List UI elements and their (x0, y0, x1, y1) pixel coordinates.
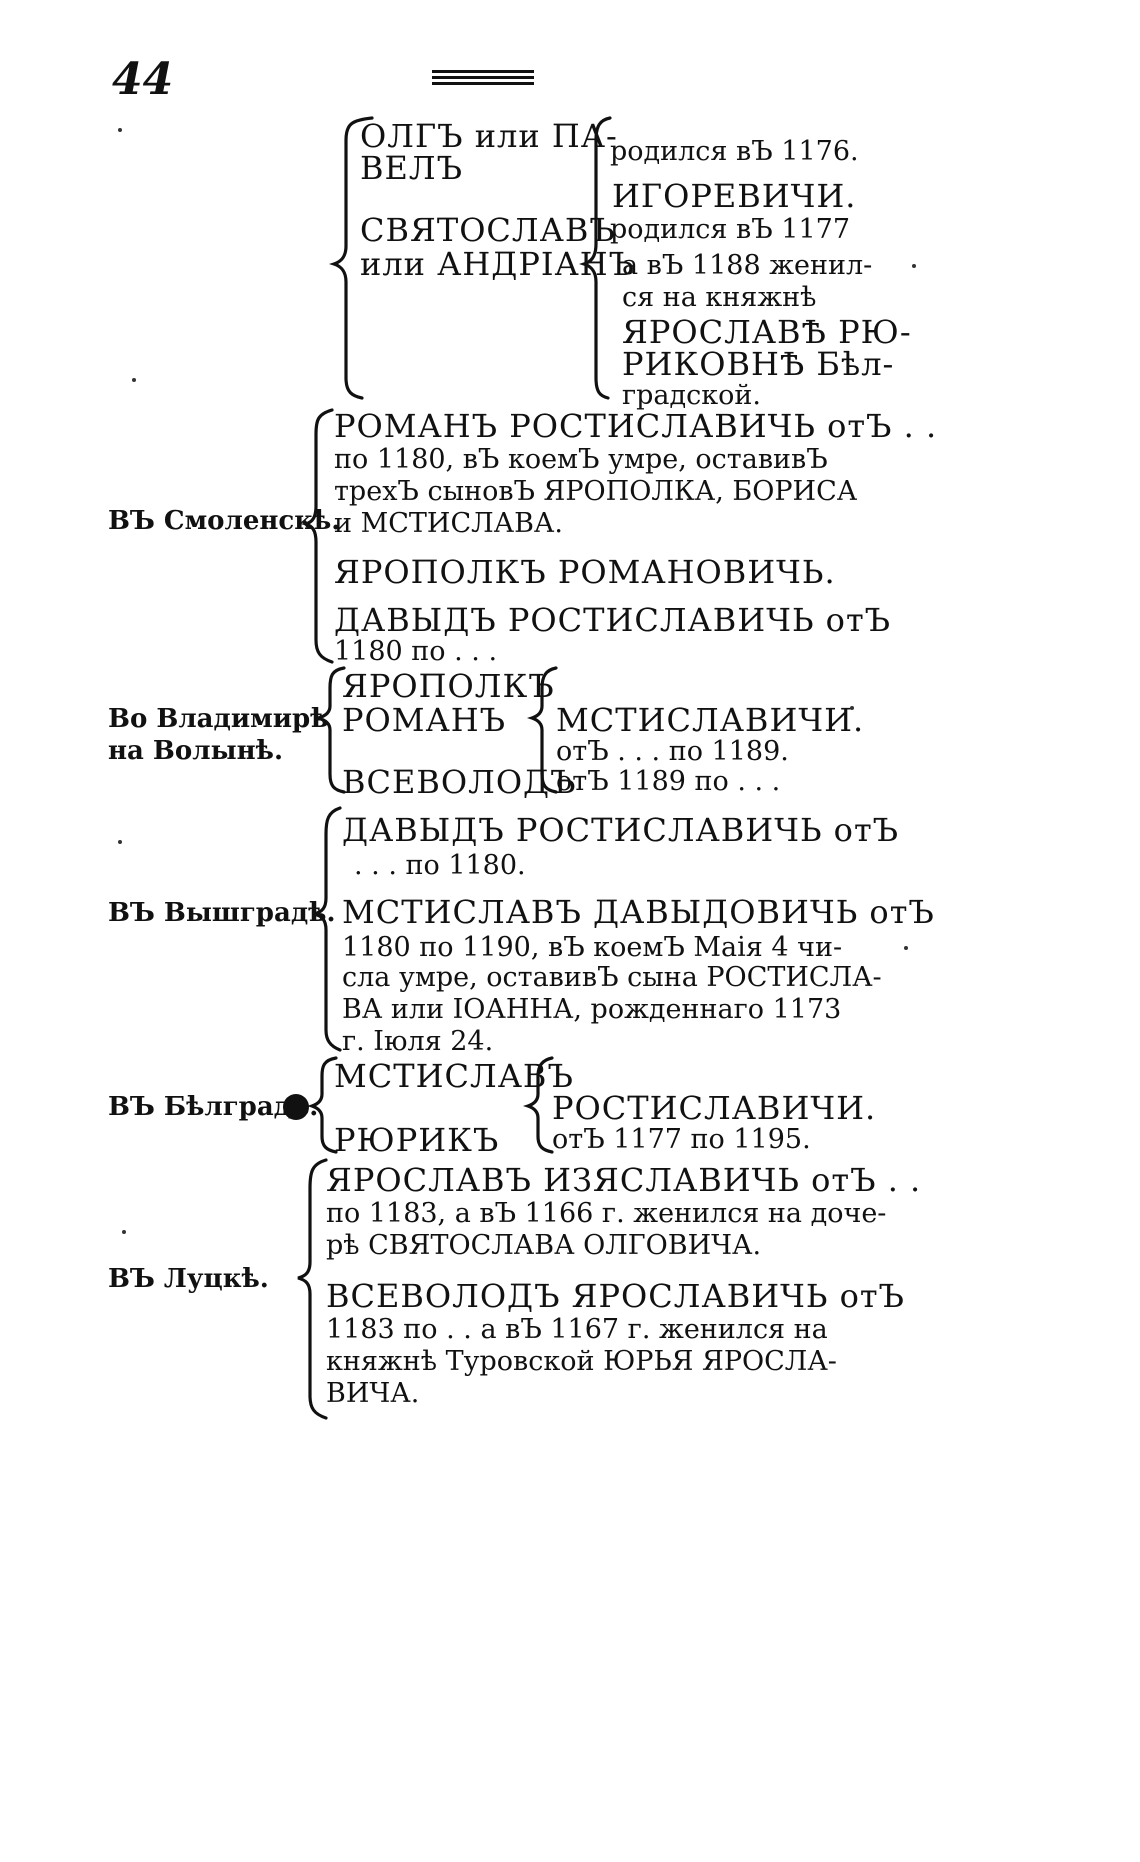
smolensk-line: ДАВЫДЪ РОСТИСЛАВИЧЬ отЪ (334, 601, 892, 639)
smolensk-line: РОМАНЪ РОСТИСЛАВИЧЬ отЪ . . (334, 407, 938, 445)
top-right-line: ИГОРЕВИЧИ. (612, 177, 857, 215)
vladimir-left-line: ЯРОПОЛКЪ (342, 667, 555, 705)
top-right-line: градской. (622, 380, 761, 411)
top-left-line: или АНДРІАНЪ (360, 245, 636, 283)
top-right-line: РИКОВНѢ Бѣл- (622, 345, 895, 383)
vyshgrad-line: г. Іюля 24. (342, 1026, 494, 1057)
belgrad-right-line: РОСТИСЛАВИЧИ. (552, 1089, 877, 1127)
vyshgrad-line: 1180 по 1190, вЪ коемЪ Маія 4 чи- (342, 932, 843, 963)
place-belgrad: ВЪ Бѣлградѣ. (108, 1092, 319, 1122)
header-ornament (432, 70, 534, 84)
top-left-line: ОЛГЪ или ПА- (360, 117, 618, 155)
luck-line: 1183 по . . а вЪ 1167 г. женился на (326, 1314, 828, 1345)
vyshgrad-line: сла умре, оставивЪ сына РОСТИСЛА- (342, 962, 882, 993)
vyshgrad-line: ВА или ІОАННА, рожденнаго 1173 (342, 994, 842, 1025)
luck-line: по 1183, а вЪ 1166 г. женился на доче- (326, 1198, 887, 1229)
vyshgrad-line: ДАВЫДЪ РОСТИСЛАВИЧЬ отЪ (342, 811, 900, 849)
top-right-line: ся на княжнѣ (622, 282, 817, 313)
belgrad-left-line: РЮРИКЪ (334, 1121, 500, 1159)
place-vyshgrad: ВЪ Вышградѣ. (108, 898, 336, 928)
place-vladimir: Во Владимирѣ (108, 704, 329, 734)
luck-line: ВИЧА. (326, 1378, 420, 1409)
smolensk-line: трехЪ сыновЪ ЯРОПОЛКА, БОРИСА (334, 476, 858, 507)
vyshgrad-line: МСТИСЛАВЪ ДАВЫДОВИЧЬ отЪ (342, 893, 935, 931)
belgrad-left-line: МСТИСЛАВЪ (334, 1057, 574, 1095)
vladimir-right-line: МСТИСЛАВИЧИ. (556, 701, 865, 739)
smolensk-line: 1180 по . . . (334, 636, 498, 667)
luck-line: рѣ СВЯТОСЛАВА ОЛГОВИЧА. (326, 1230, 762, 1261)
vladimir-right-line: отЪ . . . по 1189. (556, 736, 789, 767)
luck-line: княжнѣ Туровской ЮРЬЯ ЯРОСЛА- (326, 1346, 837, 1377)
place-luck: ВЪ Луцкѣ. (108, 1264, 269, 1294)
belgrad-right-line: отЪ 1177 по 1195. (552, 1124, 811, 1155)
luck-line: ЯРОСЛАВЪ ИЗЯСЛАВИЧЬ отЪ . . (326, 1161, 922, 1199)
top-right-line: родился вЪ 1177 (610, 214, 850, 245)
print-speck (118, 128, 122, 132)
print-speck (118, 840, 122, 844)
vladimir-left-line: РОМАНЪ (342, 701, 507, 739)
top-right-line: родился вЪ 1176. (610, 136, 859, 167)
top-right-line: ЯРОСЛАВѢ РЮ- (622, 313, 912, 351)
top-left-line: ВЕЛЪ (360, 149, 463, 187)
vyshgrad-line: . . . по 1180. (354, 850, 526, 881)
print-speck (904, 946, 908, 950)
top-left-line: СВЯТОСЛАВЪ (360, 211, 616, 249)
smolensk-line: по 1180, вЪ коемЪ умре, оставивЪ (334, 444, 828, 475)
smolensk-line: и МСТИСЛАВА. (334, 508, 563, 539)
luck-line: ВСЕВОЛОДЪ ЯРОСЛАВИЧЬ отЪ (326, 1277, 905, 1315)
print-speck (122, 1230, 126, 1234)
page-number: 44 (112, 54, 174, 105)
top-right-line: а вЪ 1188 женил- (622, 250, 873, 281)
place-smolensk: ВЪ Смоленскѣ. (108, 506, 341, 536)
vladimir-right-line: отЪ 1189 по . . . (556, 766, 781, 797)
place-vladimir: на Волынѣ. (108, 736, 284, 766)
vladimir-left-line: ВСЕВОЛОДЪ (342, 763, 577, 801)
print-speck (912, 264, 916, 268)
print-speck (132, 378, 136, 382)
smolensk-line: ЯРОПОЛКЪ РОМАНОВИЧЬ. (334, 553, 836, 591)
